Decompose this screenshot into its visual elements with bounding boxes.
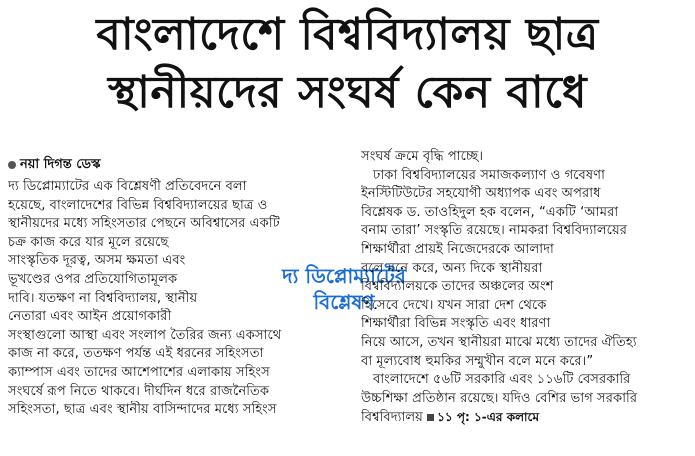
column-line: বিশ্ববিদ্যালয়কে তাদের অঞ্চলের অংশ — [361, 279, 554, 295]
continuation-note — [427, 410, 539, 424]
column-line: বলে মনে করে, অন্য দিকে স্থানীয়রা — [361, 260, 543, 276]
column-line: সংস্থাগুলো আস্থা এবং সংলাপ তৈরির জন্য একসাথে — [8, 327, 282, 343]
column-line-text: ঢাকা বিশ্ববিদ্যালয়ের সমাজকল্যাণ ও গবেষণা — [373, 167, 605, 183]
headline-line-2: স্থানীয়দের সংঘর্ষ কেন বাধে — [107, 67, 588, 118]
column-line: ক্যাম্পাস এবং তাদের আশেপাশের এলাকায় সহিংস — [8, 364, 270, 380]
column-line: হয়েছে, বাংলাদেশের বিভিন্ন বিশ্ববিদ্যালয়ের ছাত্র ও — [8, 197, 268, 213]
column-line-text: বিশ্ববিদ্যালয় — [361, 410, 423, 426]
column-line: সংঘর্ষ ক্রমে বৃদ্ধি পাচ্ছে। — [361, 149, 484, 164]
column-line: শিক্ষার্থীরা প্রায়ই নিজেদেরকে আলাদা — [361, 241, 554, 257]
column-line: শিক্ষার্থীরা বিভিন্ন সংস্কৃতি এবং ধারণা — [361, 316, 551, 332]
pull-quote-line-2: বিশ্লেষণ — [313, 290, 375, 314]
headline-line-1: বাংলাদেশে বিশ্ববিদ্যালয় ছাত্র — [96, 9, 599, 60]
column-line: স্থানীয়দের মধ্যে সহিংসতার পেছনে অবিশ্বাসের একটি — [8, 216, 280, 232]
column-line-text: বাংলাদেশে ৫৬টি সরকারি এবং ১১৬টি বেসরকারি — [373, 372, 631, 388]
square-bullet-icon — [427, 414, 434, 421]
article-column-2 — [361, 148, 689, 428]
column-line: হিসেবে দেখে। যখন সারা দেশ থেকে — [361, 297, 547, 313]
column-line: সংঘর্ষে রূপ নিতে থাকবে। দীর্ঘদিন ধরে রাজনৈতিক — [8, 383, 270, 399]
column-line: বিশ্লেষক ড. তাওহিদুল হক বলেন, “একটি ‘আমরা — [361, 204, 619, 220]
column-line: দাবি। যতক্ষণ না বিশ্ববিদ্যালয়, স্থানীয় — [8, 290, 198, 306]
byline-text: নয়া দিগন্ত ডেস্ক — [20, 157, 101, 172]
continuation-text: ১১ পৃ: ১-এর কলামে — [437, 410, 539, 425]
column-line: বনাম তারা’ সংস্কৃতি রয়েছে। নামকরা বিশ্ববিদ্যালয়ের — [361, 223, 627, 239]
column-line: ইনস্টিটিউটের সহযোগী অধ্যাপক এবং অপরাধ — [361, 186, 601, 202]
column-line — [361, 371, 689, 390]
bullet-icon — [8, 161, 16, 169]
column-line: বা মূল্যবোধ হুমকির সম্মুখীন বলে মনে করে।” — [361, 353, 594, 369]
column-line: ভূখণ্ডের ওপর প্রতিযোগিতামূলক — [8, 271, 178, 287]
pull-quote-line-1: দ্য ডিপ্লোম্যাটের — [282, 264, 406, 288]
column-line: নিয়ে আসে, তখন স্থানীয়রা মাঝে মধ্যে তাদের ঐতিহ্য — [361, 334, 637, 350]
byline — [8, 156, 100, 174]
column-line: নেতারা এবং আইন প্রয়োগকারী — [8, 309, 172, 325]
column-line — [361, 408, 689, 428]
headline — [0, 6, 695, 122]
column-line: উচ্চশিক্ষা প্রতিষ্ঠান রয়েছে। যদিও বেশির ভাগ সরকারি — [361, 390, 638, 406]
column-line: সহিংসতা, ছাত্র এবং স্থানীয় বাসিন্দাদের মধ্যে সহিংস — [8, 402, 277, 418]
column-line: দ্য ডিপ্লোম্যাটের এক বিশ্লেষণী প্রতিবেদনে বলা — [8, 179, 247, 194]
column-line: চক্র কাজ করে যার মূলে রয়েছে — [8, 234, 169, 250]
column-line — [361, 167, 689, 186]
column-line: সাংস্কৃতিক দূরত্ব, অসম ক্ষমতা এবং — [8, 253, 186, 269]
column-line: কাজ না করে, ততক্ষণ পর্যন্ত এই ধরনের সহিংসতা — [8, 346, 264, 362]
